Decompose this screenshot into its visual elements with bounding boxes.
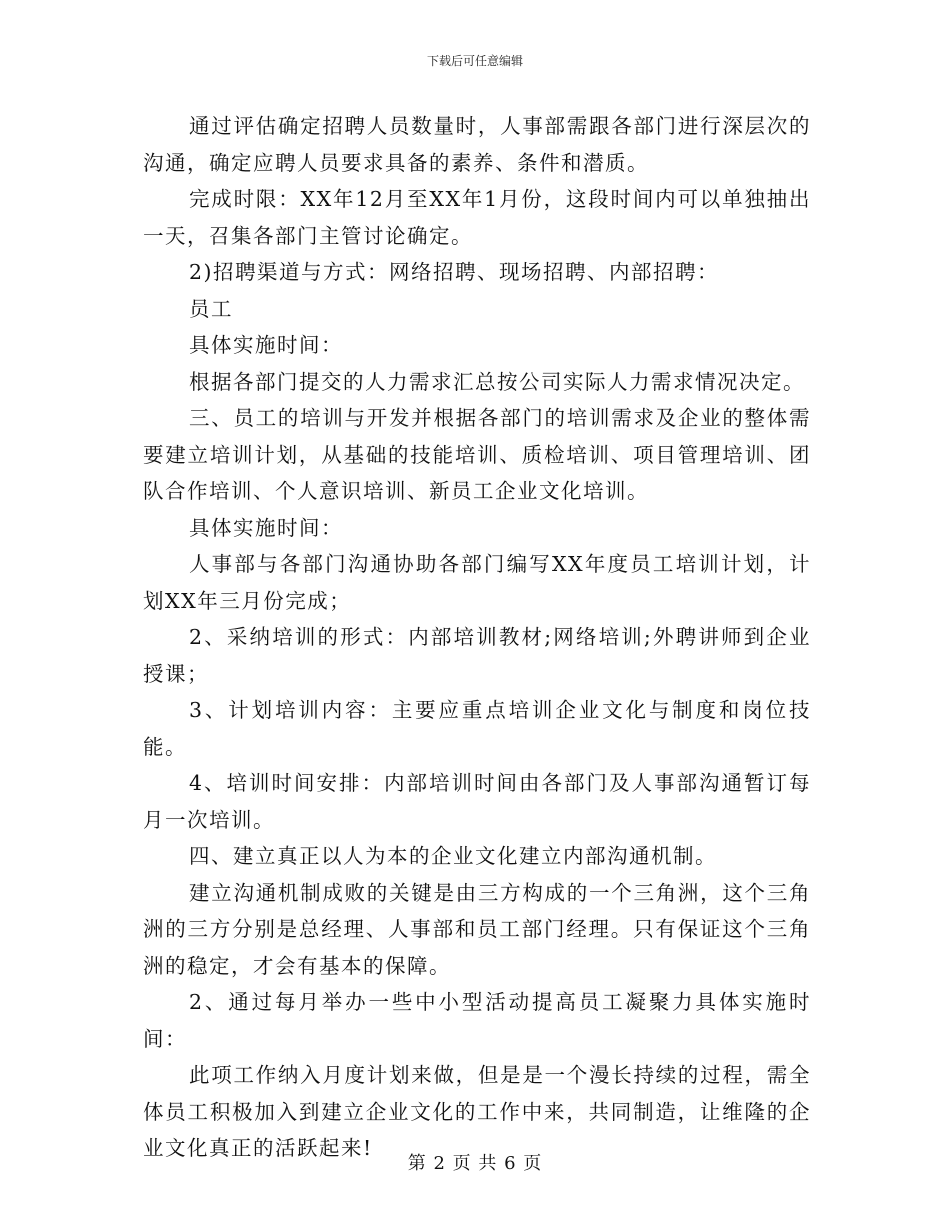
page-number: 第 2 页 共 6 页 bbox=[407, 1153, 543, 1174]
document-body bbox=[143, 108, 811, 1167]
paragraph: 人事部与各部门沟通协助各部门编写XX年度员工培训计划，计划XX年三月份完成； bbox=[143, 552, 811, 613]
paragraph: 2、通过每月举办一些中小型活动提高员工凝聚力具体实施时间： bbox=[143, 990, 811, 1051]
paragraph: 建立沟通机制成败的关键是由三方构成的一个三角洲，这个三角洲的三方分别是总经理、人事部和员工部门经理。只有保证这个三角洲的稳定，才会有基本的保障。 bbox=[143, 880, 811, 978]
paragraph: 具体实施时间： bbox=[189, 515, 343, 540]
paragraph: 三、员工的培训与开发并根据各部门的培训需求及企业的整体需要建立培训计划，从基础的技能培训、质检培训、项目管理培训、团队合作培训、个人意识培训、新员工企业文化培训。 bbox=[143, 406, 811, 503]
paragraph: 3、计划培训内容：主要应重点培训企业文化与制度和岗位技能。 bbox=[143, 698, 811, 759]
paragraph: 此项工作纳入月度计划来做，但是是一个漫长持续的过程，需全体员工积极加入到建立企业文化的工作中来，共同制造，让维隆的企业文化真正的活跃起来! bbox=[143, 1063, 811, 1160]
page-header-note: 下载后可任意编辑 bbox=[426, 54, 523, 68]
paragraph: 2)招聘渠道与方式：网络招聘、现场招聘、内部招聘： bbox=[189, 260, 720, 284]
paragraph: 2、采纳培训的形式：内部培训教材;网络培训;外聘讲师到企业授课； bbox=[143, 625, 811, 686]
paragraph: 完成时限：XX年12月至XX年1月份，这段时间内可以单独抽出一天，召集各部门主管讨论确定。 bbox=[143, 187, 811, 248]
paragraph: 四、建立真正以人为本的企业文化建立内部沟通机制。 bbox=[189, 844, 717, 868]
paragraph: 具体实施时间： bbox=[189, 333, 343, 357]
paragraph: 4、培训时间安排：内部培训时间由各部门及人事部沟通暂订每月一次培训。 bbox=[143, 771, 811, 832]
paragraph: 通过评估确定招聘人员数量时，人事部需跟各部门进行深层次的沟通，确定应聘人员要求具备的素养、条件和潜质。 bbox=[143, 114, 811, 175]
paragraph: 根据各部门提交的人力需求汇总按公司实际人力需求情况决定。 bbox=[189, 369, 805, 394]
paragraph: 员工 bbox=[189, 296, 233, 321]
